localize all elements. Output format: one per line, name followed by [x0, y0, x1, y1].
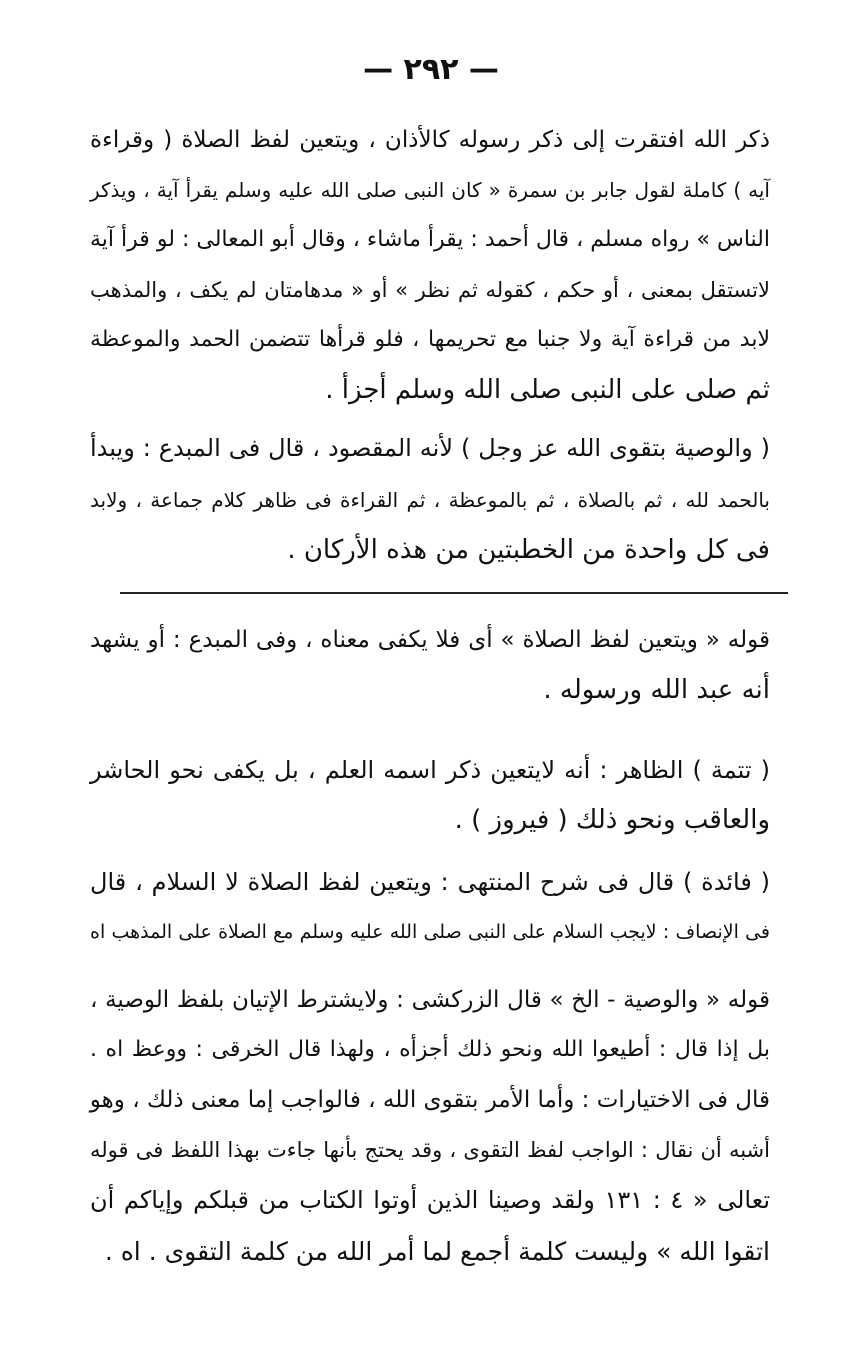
- footnote-line: أنه عبد الله ورسوله .: [543, 675, 770, 705]
- main-text-line: الناس » رواه مسلم ، قال أحمد : يقرأ ماشاء ، وقال أبو المعالى : لو قرأ آية: [90, 227, 770, 252]
- main-text-line: ( والوصية بتقوى الله عز وجل ) لأنه المقصود ، قال فى المبدع : ويبدأ: [90, 434, 770, 462]
- main-text-line: لاتستقل بمعنى ، أو حكم ، كقوله ثم نظر » أو « مدهامتان لم يكف ، والمذهب: [90, 278, 770, 302]
- footnote-line: تعالى « ٤ : ١٣١ ولقد وصينا الذين أوتوا الكتاب من قبلكم وإياكم أن: [90, 1186, 771, 1214]
- footnote-line: فى الإنصاف : لايجب السلام على النبى صلى الله عليه وسلم مع الصلاة على المذهب اه: [90, 921, 770, 943]
- footnote-line: أشبه أن نقال : الواجب لفظ التقوى ، وقد يحتج بأنها جاءت بهذا اللفظ فى قوله: [90, 1138, 770, 1162]
- main-text-line: فى كل واحدة من الخطبتين من هذه الأركان .: [287, 535, 770, 565]
- footnote-line: بل إذا قال : أطيعوا الله ونحو ذلك أجزأه ، ولهذا قال الخرقى : ووعظ اه .: [90, 1037, 770, 1062]
- footnote-line: اتقوا الله » وليست كلمة أجمع لما أمر الله من كلمة التقوى . اه .: [104, 1237, 770, 1266]
- footnote-line: قوله « ويتعين لفظ الصلاة » أى فلا يكفى معناه ، وفى المبدع : أو يشهد: [90, 627, 770, 653]
- footnote-line: قال فى الاختيارات : وأما الأمر بتقوى الله ، فالواجب إما معنى ذلك ، وهو: [89, 1087, 770, 1113]
- main-text-line: لابد من قراءة آية ولا جنبا مع تحريمها ، فلو قرأها تتضمن الحمد والموعظة: [90, 327, 770, 352]
- page-number: — ٢٩٢ —: [363, 52, 499, 87]
- footnote-line: قوله « والوصية - الخ » قال الزركشى : ولايشترط الإتيان بلفظ الوصية ،: [90, 987, 770, 1013]
- footnote-line: ( فائدة ) قال فى شرح المنتهى : ويتعين لفظ الصلاة لا السلام ، قال: [90, 868, 770, 896]
- main-text-line: ذكر الله افتقرت إلى ذكر رسوله كالأذان ، ويتعين لفظ الصلاة ( وقراءة: [90, 127, 770, 153]
- footnote-separator: [120, 592, 788, 594]
- main-text-line: ثم صلى على النبى صلى الله وسلم أجزأ .: [325, 375, 770, 405]
- main-text-line: بالحمد لله ، ثم بالصلاة ، ثم بالموعظة ، ثم القراءة فى ظاهر كلام جماعة ، ولابد: [90, 488, 770, 512]
- footnote-line: والعاقب ونحو ذلك ( فيروز ) .: [454, 805, 770, 835]
- main-text-line: آيه ) كاملة لقول جابر بن سمرة « كان النبى صلى الله عليه وسلم يقرأ آية ، ويذكر: [90, 178, 770, 202]
- footnote-line: ( تتمة ) الظاهر : أنه لايتعين ذكر اسمه العلم ، بل يكفى نحو الحاشر: [90, 756, 770, 784]
